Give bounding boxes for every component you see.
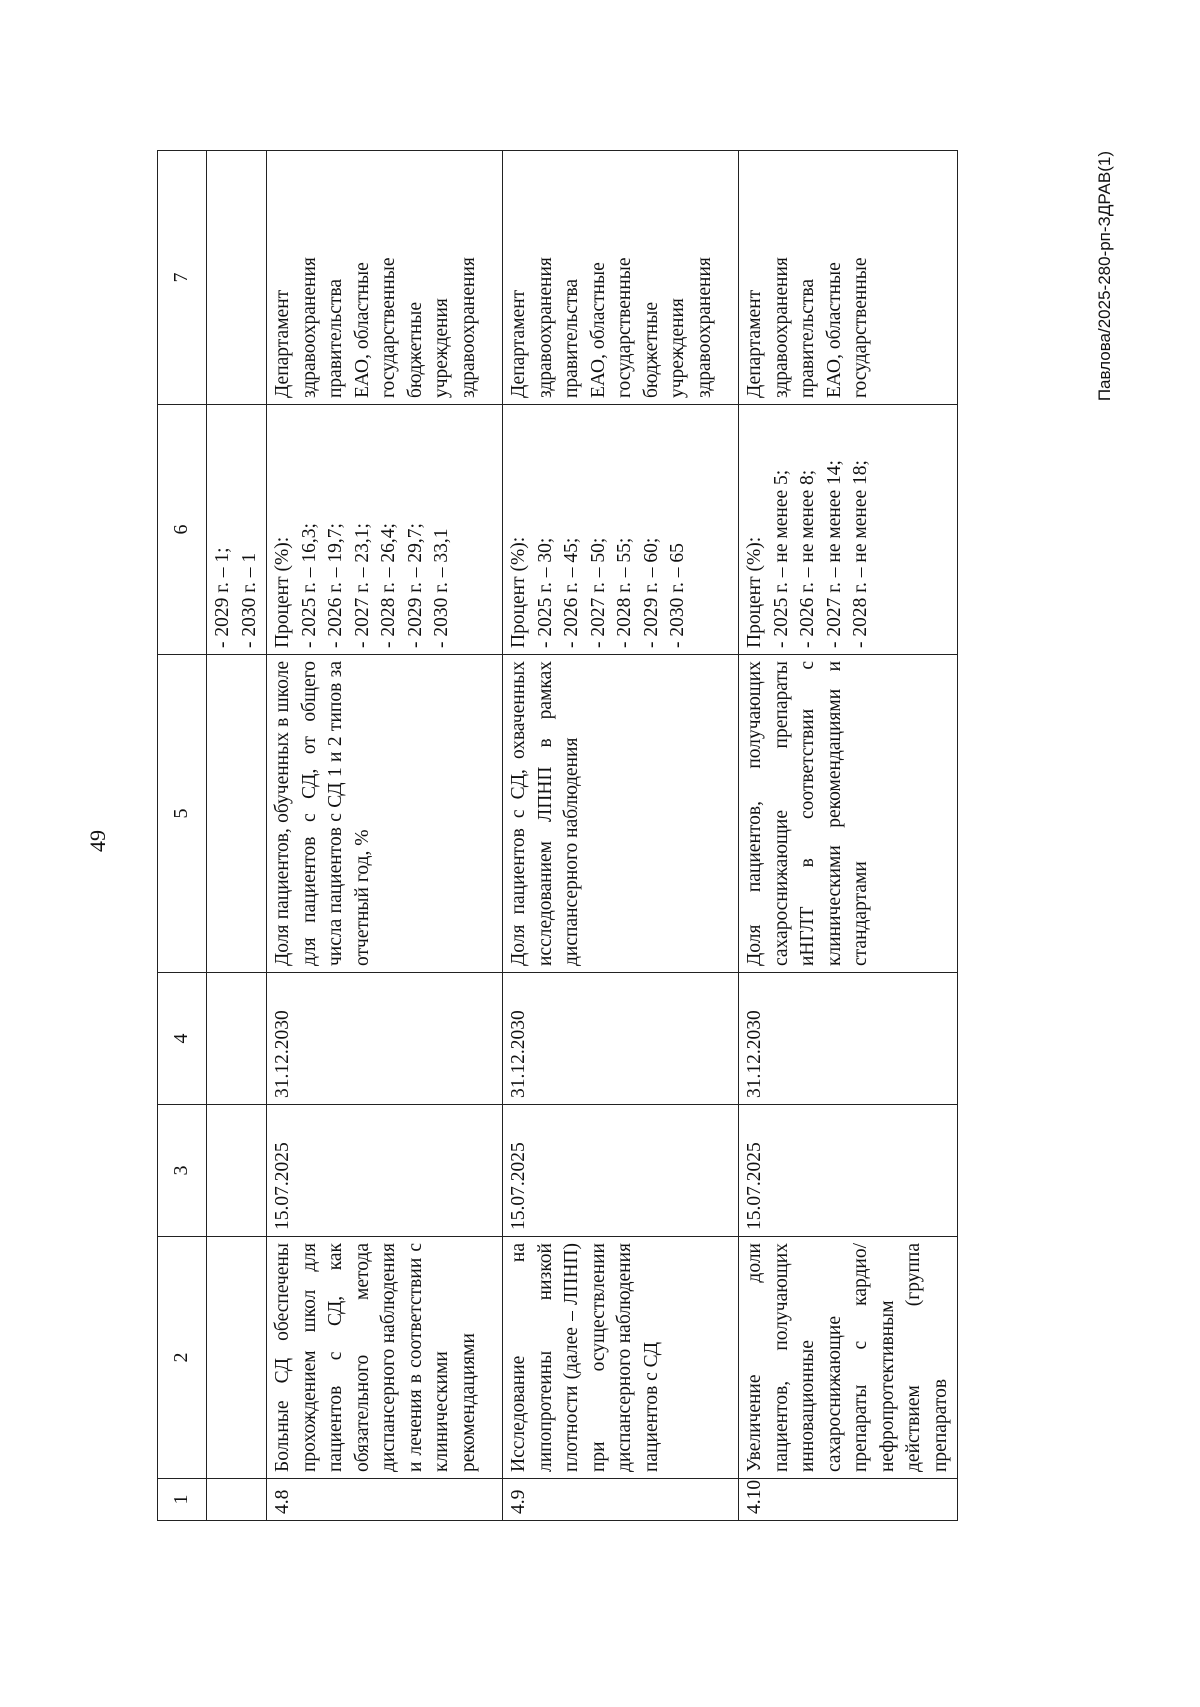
target-line: - 2028 г. – 55; [614, 537, 636, 648]
target-line: - 2025 г. – 30; [534, 537, 556, 648]
target-values-cell [503, 405, 739, 655]
target-line: - 2027 г. – не менее 14; [823, 460, 845, 648]
responsible-line: ЕАО, областные [823, 262, 845, 398]
target-line: - 2025 г. – не менее 5; [770, 469, 792, 648]
event-cell: Увеличение доли пациентов, получающих инновационные сахароснижающие препараты с кардио/нефропротективным действием (группа препаратов [739, 1237, 958, 1479]
target-values-cell [267, 405, 503, 655]
page-number: 49 [85, 830, 110, 852]
responsible-line: государственные [378, 257, 400, 398]
responsible-cell [503, 151, 739, 405]
target-line: - 2028 г. – не менее 18; [850, 460, 872, 648]
responsible-line: Департамент [508, 289, 530, 398]
table-cell [207, 1479, 267, 1521]
responsible-line: Департамент [744, 289, 766, 398]
table-cell [207, 655, 267, 973]
event-cell: Больные СД обеспечены прохождением школ для пациентов с СД, как обязательного метода диспансерного наблюдения и лечения в соответствии с клиническими рекомендациями [267, 1237, 503, 1479]
target-line: Процент (%): [744, 536, 766, 648]
end-date-cell: 31.12.2030 [267, 973, 503, 1105]
header-cell: 6 [158, 405, 207, 655]
action-plan-table [157, 150, 958, 1521]
target-line: Процент (%): [272, 536, 294, 648]
target-line: - 2029 г. – 60; [640, 537, 662, 648]
table-row [503, 151, 739, 1521]
target-line: - 2030 г. – 65 [667, 543, 689, 648]
end-date-cell: 31.12.2030 [739, 973, 958, 1105]
indicator-cell: Доля пациентов, обученных в школе для пациентов с СД, от общего числа пациентов с СД 1 и 2 типов за отчетный год, % [267, 655, 503, 973]
responsible-line: правительства [797, 278, 819, 398]
responsible-line: учреждения [431, 298, 453, 398]
responsible-line: учреждения [667, 298, 689, 398]
responsible-line: здравоохранения [298, 257, 320, 398]
target-line: - 2026 г. – 45; [561, 537, 583, 648]
end-date-cell: 31.12.2030 [503, 973, 739, 1105]
target-line: - 2030 г. – 33,1 [431, 528, 453, 648]
responsible-line: Департамент [272, 289, 294, 398]
target-line: - 2029 г. – 1; [212, 547, 233, 648]
start-date-cell: 15.07.2025 [739, 1105, 958, 1237]
header-cell: 1 [158, 1479, 207, 1521]
responsible-line: ЕАО, областные [587, 262, 609, 398]
target-values-cell [739, 405, 958, 655]
table-cell [207, 151, 267, 405]
responsible-line: здравоохранения [693, 257, 715, 398]
target-line: - 2027 г. – 50; [587, 537, 609, 648]
responsible-cell [267, 151, 503, 405]
target-line: - 2027 г. – 23,1; [351, 523, 373, 648]
responsible-cell [739, 151, 958, 405]
target-line: - 2026 г. – 19,7; [325, 523, 347, 648]
responsible-line: здравоохранения [457, 257, 479, 398]
responsible-line: правительства [561, 278, 583, 398]
start-date-cell: 15.07.2025 [267, 1105, 503, 1237]
indicator-cell: Доля пациентов, получающих сахароснижающие препараты иНГЛТ в соответствии с клиническими рекомендациями и стандартами [739, 655, 958, 973]
table-cell [207, 1105, 267, 1237]
header-cell: 2 [158, 1237, 207, 1479]
continuation-row [207, 151, 267, 1521]
responsible-line: государственные [850, 257, 872, 398]
responsible-line: бюджетные [640, 301, 662, 398]
target-line: - 2028 г. – 26,4; [378, 523, 400, 648]
header-cell: 5 [158, 655, 207, 973]
row-number: 4.9 [503, 1479, 739, 1521]
responsible-line: бюджетные [404, 301, 426, 398]
header-cell: 7 [158, 151, 207, 405]
event-cell: Исследование на липопротеины низкой плотности (далее – ЛПНП) при осуществлении диспансерного наблюдения пациентов с СД [503, 1237, 739, 1479]
responsible-line: правительства [325, 278, 347, 398]
table-cell [207, 973, 267, 1105]
target-line: - 2025 г. – 16,3; [298, 523, 320, 648]
header-row [158, 151, 207, 1521]
target-line: Процент (%): [508, 536, 530, 648]
responsible-line: здравоохранения [770, 257, 792, 398]
target-line: - 2030 г. – 1 [238, 552, 260, 648]
indicator-cell: Доля пациентов с СД, охваченных исследованием ЛПНП в рамках диспансерного наблюдения [503, 655, 739, 973]
table-cell [207, 1237, 267, 1479]
target-values-cell [207, 405, 267, 655]
responsible-line: государственные [614, 257, 636, 398]
responsible-line: ЕАО, областные [351, 262, 373, 398]
start-date-cell: 15.07.2025 [503, 1105, 739, 1237]
table-row [739, 151, 958, 1521]
row-number: 4.8 [267, 1479, 503, 1521]
table-row [267, 151, 503, 1521]
row-number: 4.10 [739, 1479, 958, 1521]
target-line: - 2026 г. – не менее 8; [797, 469, 819, 648]
target-line: - 2029 г. – 29,7; [404, 523, 426, 648]
responsible-line: здравоохранения [534, 257, 556, 398]
document-footer: Павлова/2025-280-рп-ЗДРАВ(1) [1095, 151, 1114, 402]
rotated-page [85, 151, 1115, 1531]
header-cell: 3 [158, 1105, 207, 1237]
header-cell: 4 [158, 973, 207, 1105]
